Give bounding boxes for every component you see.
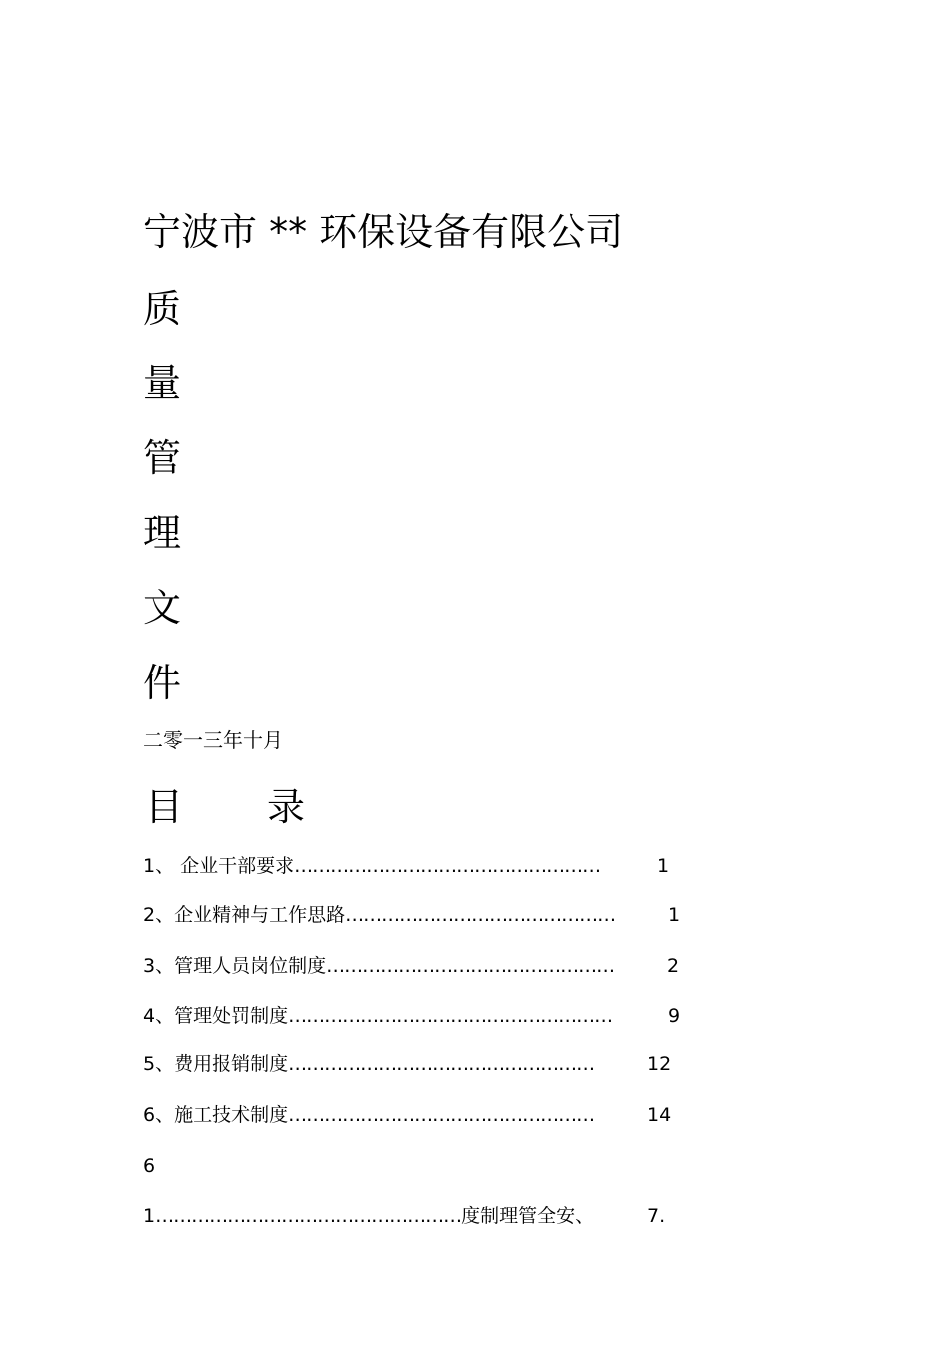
- toc-stray-number: 6: [143, 1155, 156, 1177]
- toc-item-text: 4、管理处罚制度: [143, 1005, 289, 1027]
- toc-leader-dots: ……………………………………………: [288, 1104, 595, 1126]
- toc-item-text: 度制理管全安、: [461, 1205, 595, 1227]
- toc-page-number: 14: [647, 1104, 672, 1126]
- toc-item[interactable]: [143, 1051, 594, 1077]
- toc-page-number: 1: [668, 904, 681, 926]
- title-char-1: 质: [143, 287, 182, 331]
- toc-item-text: 5、费用报销制度: [143, 1053, 289, 1075]
- toc-item-text: 3、管理人员岗位制度: [143, 955, 327, 977]
- toc-heading-right: 录: [267, 785, 306, 829]
- toc-page-number: 12: [647, 1053, 672, 1075]
- toc-item-lead: 1: [143, 1205, 156, 1227]
- toc-item[interactable]: [143, 953, 614, 979]
- toc-leader-dots: …………………………………………: [326, 955, 615, 977]
- toc-leader-dots: ………………………………………………: [288, 1005, 613, 1027]
- title-char-5: 文: [143, 586, 182, 630]
- document-date: 二零一三年十月: [143, 728, 283, 752]
- toc-leader-dots: ………………………………………: [345, 904, 616, 926]
- toc-heading-left: 目: [145, 785, 184, 829]
- toc-item[interactable]: [143, 1203, 594, 1229]
- toc-item-number: 7.: [647, 1205, 666, 1227]
- toc-item[interactable]: [143, 1102, 594, 1128]
- toc-leader-dots: ……………………………………………: [155, 1205, 462, 1227]
- title-char-6: 件: [143, 661, 182, 705]
- toc-item[interactable]: [143, 853, 600, 879]
- toc-page-number: 2: [667, 955, 680, 977]
- title-char-2: 量: [143, 361, 182, 405]
- toc-item-text: 6、施工技术制度: [143, 1104, 289, 1126]
- toc-item[interactable]: [143, 1003, 612, 1029]
- toc-item-text: 1、 企业干部要求: [143, 855, 295, 877]
- toc-leader-dots: ……………………………………………: [288, 1053, 595, 1075]
- toc-page-number: 9: [668, 1005, 681, 1027]
- toc-item[interactable]: [143, 902, 615, 928]
- title-char-3: 管: [143, 436, 182, 480]
- toc-page-number: 1: [657, 855, 670, 877]
- toc-leader-dots: ……………………………………………: [294, 855, 601, 877]
- toc-heading: [145, 780, 305, 834]
- company-name: 宁波市 ** 环保设备有限公司: [143, 210, 624, 254]
- toc-item-text: 2、企业精神与工作思路: [143, 904, 346, 926]
- title-char-4: 理: [143, 511, 182, 555]
